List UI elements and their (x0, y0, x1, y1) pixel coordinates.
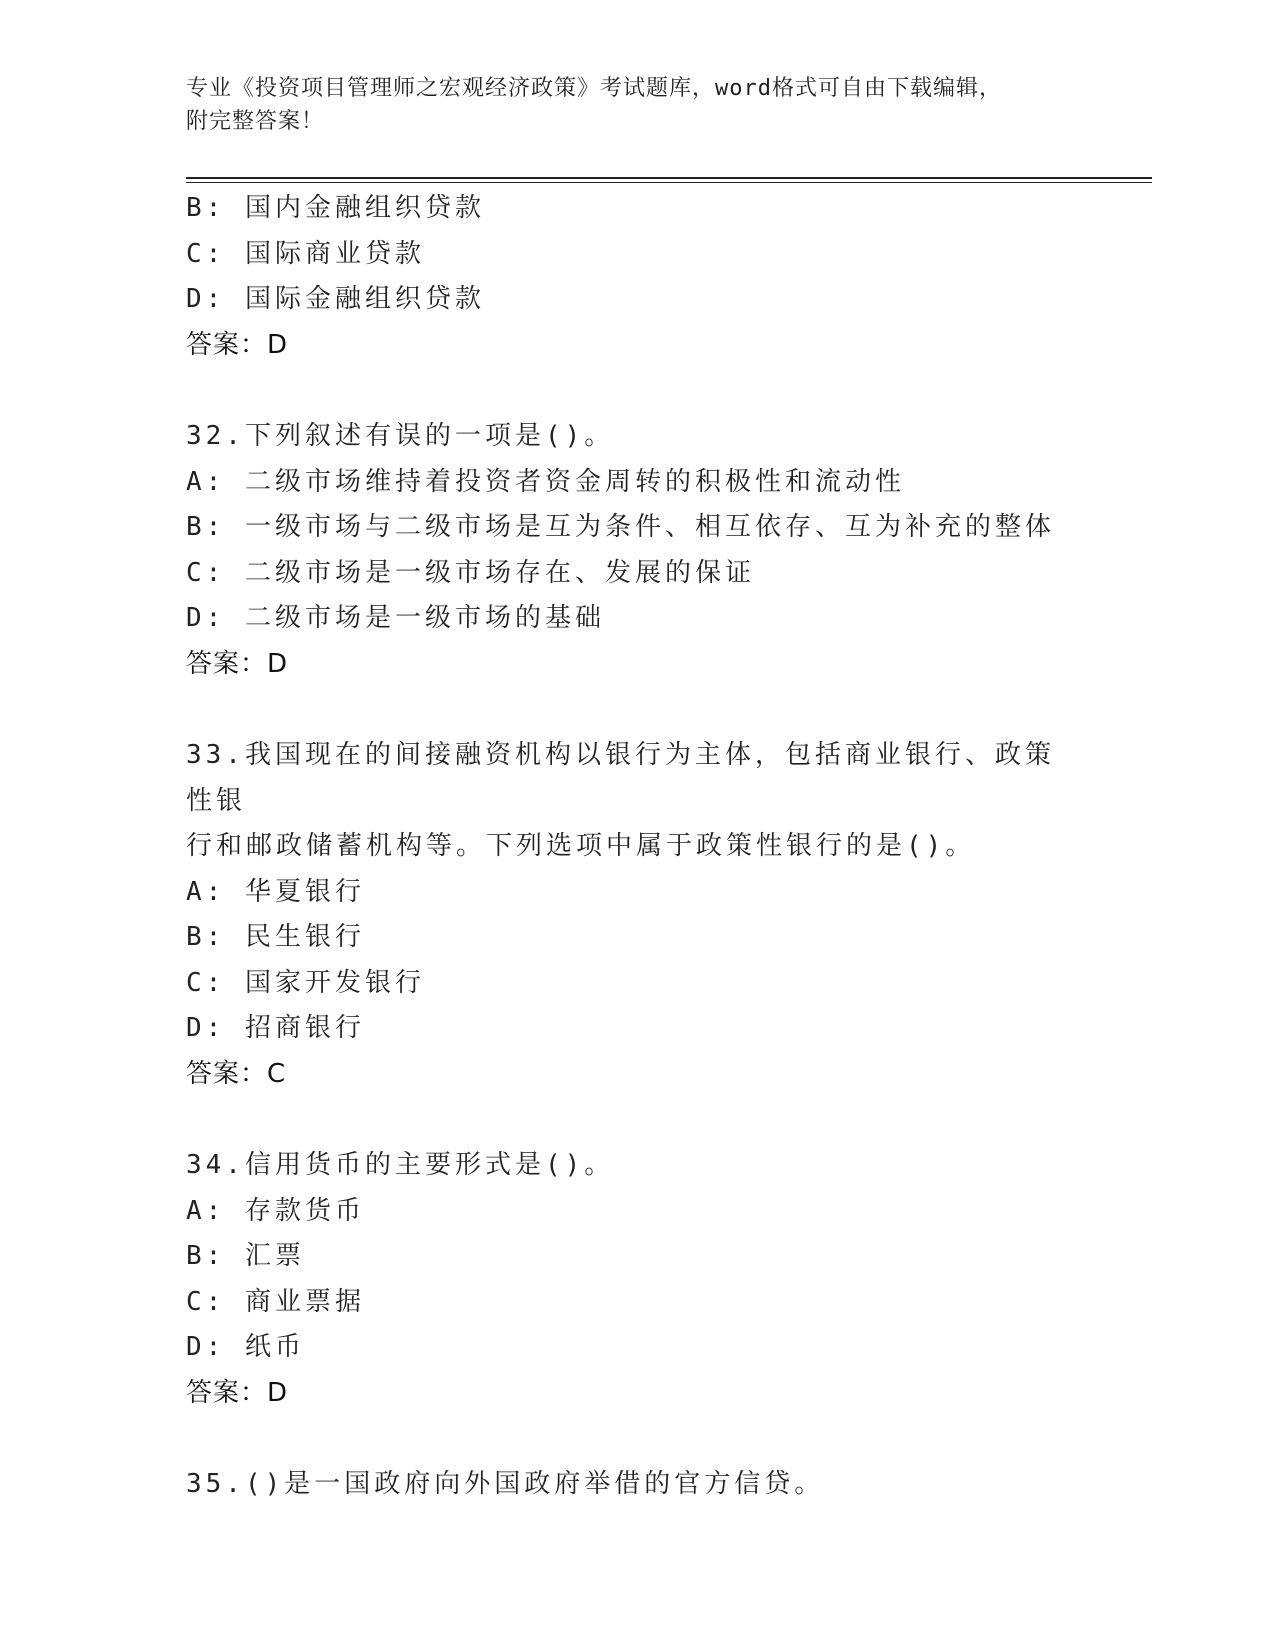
option-c: C: 国际商业贷款 (186, 238, 425, 269)
answer-line: 答案：D (186, 648, 289, 679)
question-text-line-2: 行和邮政储蓄机构等。下列选项中属于政策性银行的是()。 (186, 831, 976, 861)
option-a: A: 华夏银行 (186, 876, 365, 907)
question-text-line-1: 33.我国现在的间接融资机构以银行为主体，包括商业银行、政策性银 (186, 740, 1055, 816)
option-b: B: 一级市场与二级市场是互为条件、相互依存、互为补充的整体 (186, 512, 1055, 542)
header-line-2: 附完整答案！ (186, 109, 325, 134)
document-body (186, 186, 1086, 1508)
option-a: A: 二级市场维持着投资者资金周转的积极性和流动性 (186, 466, 905, 497)
answer-line: 答案：D (186, 329, 289, 360)
option-b: B: 国内金融组织贷款 (186, 193, 485, 223)
question-35 (186, 1462, 1086, 1508)
option-d: D: 国际金融组织贷款 (186, 284, 485, 314)
option-b: B: 汇票 (186, 1241, 305, 1271)
question-text: 34.信用货币的主要形式是()。 (186, 1150, 615, 1180)
option-d: D: 纸币 (186, 1332, 305, 1362)
answer-line: 答案：D (186, 1377, 289, 1408)
question-text: 32.下列叙述有误的一项是()。 (186, 421, 615, 451)
option-b: B: 民生银行 (186, 922, 365, 952)
option-d: D: 二级市场是一级市场的基础 (186, 603, 605, 633)
option-c: C: 商业票据 (186, 1286, 365, 1317)
question-33 (186, 733, 1086, 1097)
document-header (186, 72, 1086, 138)
question-31-continued (186, 186, 1086, 368)
header-line-1: 专业《投资项目管理师之宏观经济政策》考试题库，word格式可自由下载编辑， (186, 76, 1002, 101)
header-divider-thin (186, 182, 1152, 183)
question-text: 35.()是一国政府向外国政府举借的官方信贷。 (186, 1469, 825, 1499)
question-34 (186, 1143, 1086, 1416)
option-d: D: 招商银行 (186, 1013, 365, 1043)
answer-line: 答案：C (186, 1058, 287, 1089)
header-divider-thick (186, 177, 1152, 179)
option-a: A: 存款货币 (186, 1195, 365, 1226)
option-c: C: 国家开发银行 (186, 967, 425, 998)
question-32 (186, 414, 1086, 687)
option-c: C: 二级市场是一级市场存在、发展的保证 (186, 557, 755, 588)
